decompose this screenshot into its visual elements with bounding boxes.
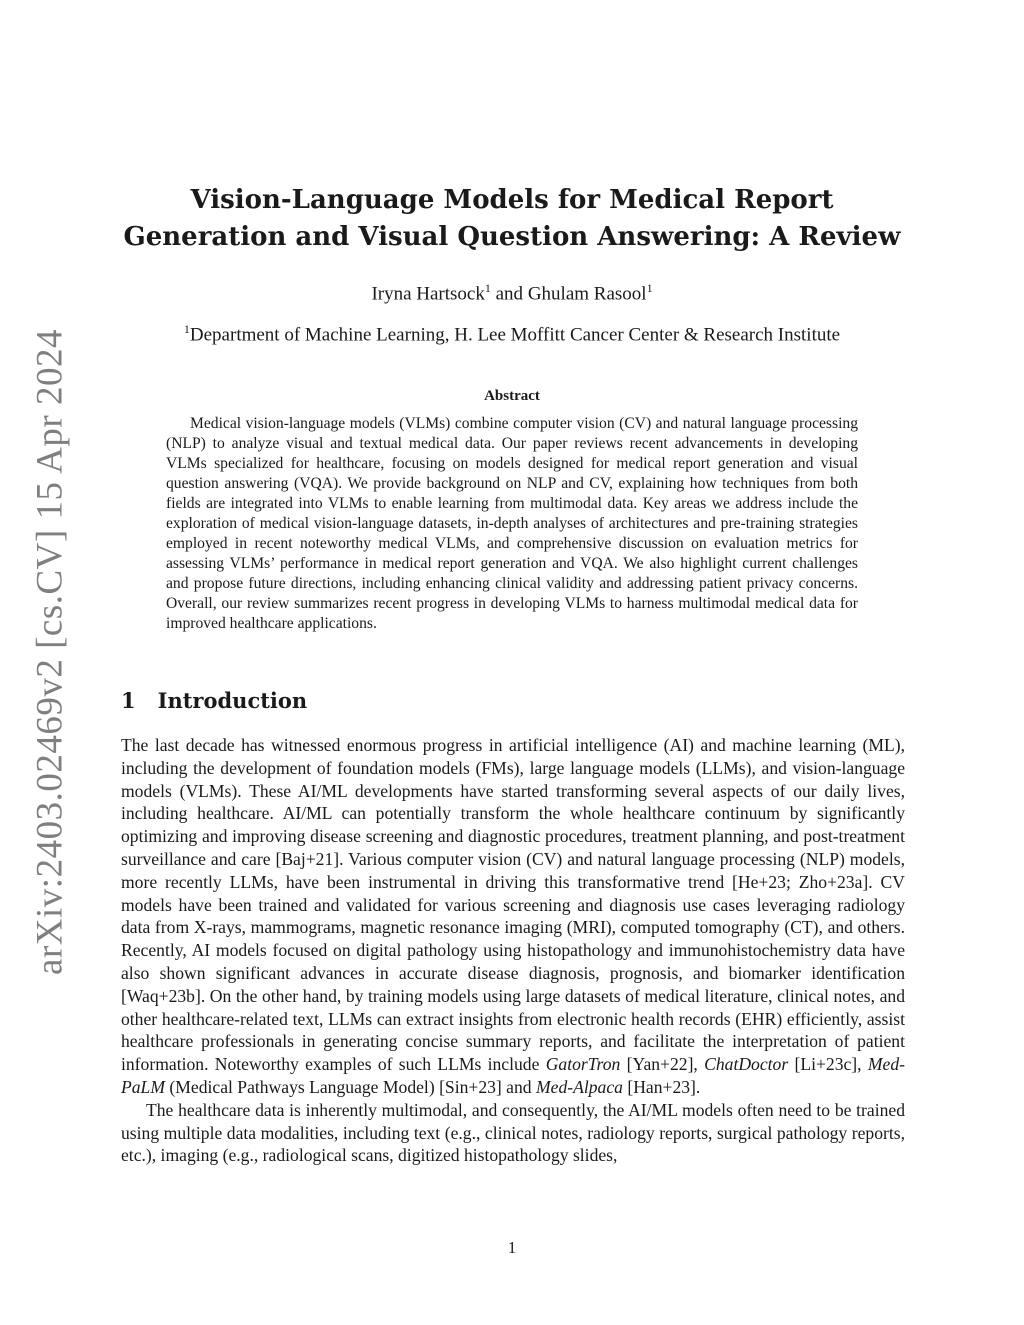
- paper-title: [0, 182, 1024, 256]
- paper-title-line-2: Generation and Visual Question Answering: A Review: [123, 222, 901, 252]
- author-name: Iryna Hartsock: [371, 283, 485, 305]
- page-number: 1: [507, 1238, 517, 1257]
- citation-text: (Medical Pathways Language Model) [Sin+23] and: [164, 1076, 536, 1097]
- introduction-body: [121, 734, 905, 1167]
- affiliation-text: Department of Machine Learning, H. Lee Moffitt Cancer Center & Research Institute: [189, 324, 841, 346]
- paper-title-line-1: Vision-Language Models for Medical Report: [190, 185, 834, 215]
- citation-text: [Han+23].: [622, 1076, 701, 1097]
- model-name-med-palm: Med-PaLM: [121, 1054, 905, 1097]
- author-conjunction: and: [490, 283, 528, 305]
- citation-text: [Yan+22],: [620, 1054, 705, 1075]
- author-name: Ghulam Rasool: [527, 283, 647, 305]
- author-list: [0, 281, 1024, 305]
- affiliation-mark: 1: [183, 322, 190, 336]
- intro-paragraph-2: The healthcare data is inherently multimodal, and consequently, the AI/ML models often need to be trained using multiple data modalities, including text (e.g., clinical notes, radiology reports, surgical pathology reports, etc.), imaging (e.g., radiological scans, digitized histopathology slides,: [121, 1099, 905, 1166]
- affiliation: [0, 322, 1024, 346]
- model-name-gatortron: GatorTron: [545, 1054, 621, 1075]
- citation-text: [Li+23c],: [788, 1054, 868, 1075]
- section-number: 1: [121, 688, 136, 713]
- author-affiliation-mark: 1: [646, 281, 653, 295]
- intro-paragraph-1-text: The last decade has witnessed enormous progress in artificial intelligence (AI) and machine learning (ML), including the development of foundation models (FMs), large language models (LLMs), and vision-language models (VLMs). These AI/ML developments have started transforming several aspects of our daily lives, including healthcare. AI/ML can potentially transform the whole healthcare continuum by significantly optimizing and improving disease screening and diagnostic procedures, treatment planning, and post-treatment surveillance and care [Baj+21]. Various computer vision (CV) and natural language processing (NLP) models, more recently LLMs, have been instrumental in driving this transformative trend [He+23; Zho+23a]. CV models have been trained and validated for various screening and diagnosis use cases leveraging radiology data from X-rays, mammograms, magnetic resonance imaging (MRI), computed tomography (CT), and others. Recently, AI models focused on digital pathology using histopathology and immunohistochemistry data have also shown significant advances in accurate disease diagnosis, prognosis, and biomarker identification [Waq+23b]. On the other hand, by training models using large datasets of medical literature, clinical notes, and other healthcare-related text, LLMs can extract insights from electronic health records (EHR) efficiently, assist healthcare professionals in generating concise summary reports, and facilitate the interpretation of patient information. Noteworthy examples of such LLMs include: [121, 735, 905, 1075]
- model-name-med-alpaca: Med-Alpaca: [535, 1076, 623, 1097]
- section-heading-introduction: [121, 688, 307, 713]
- arxiv-identifier-stamp: arXiv:2403.02469v2 [cs.CV] 15 Apr 2024: [29, 329, 71, 975]
- abstract-heading: Abstract: [484, 388, 540, 404]
- author-affiliation-mark: 1: [484, 281, 491, 295]
- model-name-chatdoctor: ChatDoctor: [704, 1054, 789, 1075]
- section-title: Introduction: [157, 688, 308, 713]
- intro-paragraph-1: [121, 734, 905, 1099]
- abstract-body: Medical vision-language models (VLMs) combine computer vision (CV) and natural language processing (NLP) to analyze visual and textual medical data. Our paper reviews recent advancements in developing VLMs specialized for healthcare, focusing on models designed for medical report generation and visual question answering (VQA). We provide background on NLP and CV, explaining how techniques from both fields are integrated into VLMs to enable learning from multimodal data. Key areas we address include the exploration of medical vision-language datasets, in-depth analyses of architectures and pre-training strategies employed in recent noteworthy medical VLMs, and comprehensive discussion on evaluation metrics for assessing VLMs’ performance in medical report generation and VQA. We also highlight current challenges and propose future directions, including enhancing clinical validity and addressing patient privacy concerns. Overall, our review summarizes recent progress in developing VLMs to harness multimodal medical data for improved healthcare applications.: [166, 415, 858, 632]
